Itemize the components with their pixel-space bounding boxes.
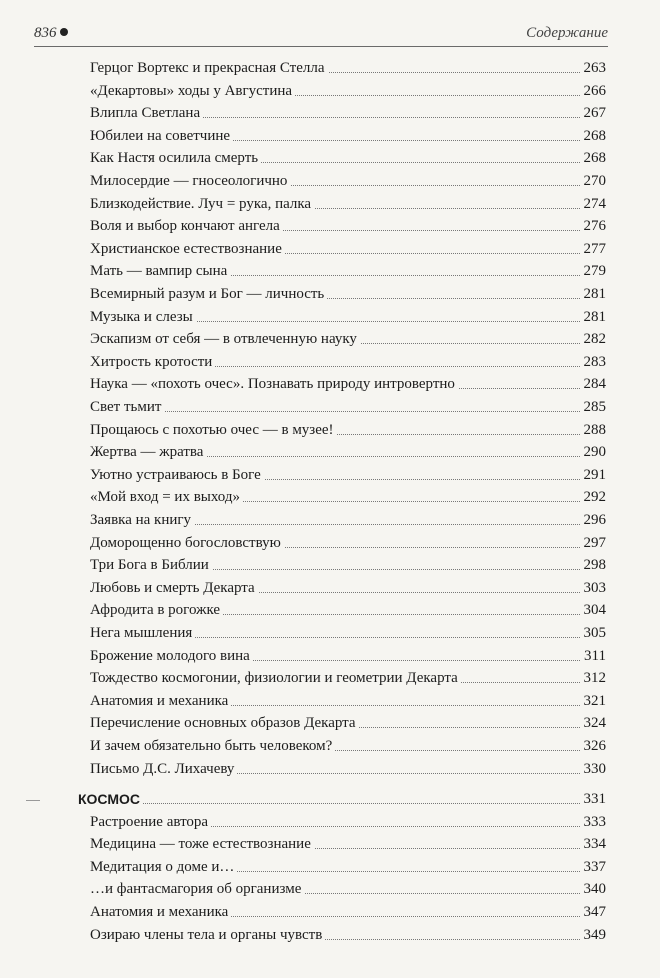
toc-entry — [90, 879, 606, 899]
toc-entry-page: 330 — [581, 759, 607, 779]
toc-entry-title: Близкодействие. Луч = рука, палка — [90, 194, 314, 214]
toc-entry-title: Заявка на книгу — [90, 510, 194, 530]
toc-entry-page: 347 — [581, 902, 607, 922]
toc-entry — [90, 759, 606, 779]
toc-entry-title: Письмо Д.С. Лихачеву — [90, 759, 237, 779]
toc-entry-title: Медицина — тоже естествознание — [90, 834, 314, 854]
toc-entry-page: 334 — [581, 834, 607, 854]
toc-entry-title: Анатомия и механика — [90, 902, 231, 922]
toc-entry-title: Всемирный разум и Бог — личность — [90, 284, 327, 304]
toc-entry-page: 296 — [581, 510, 607, 530]
toc-entry — [90, 216, 606, 236]
toc-entry-title: Свет тьмит — [90, 397, 164, 417]
toc-entry-title: Мать — вампир сына — [90, 261, 230, 281]
toc-entry-page: 290 — [581, 442, 607, 462]
toc-entry — [90, 857, 606, 877]
toc-entry-page: 321 — [581, 691, 607, 711]
toc-entry — [90, 352, 606, 372]
toc-entry-page: 303 — [581, 578, 607, 598]
toc-entry-title: …и фантасмагория об организме — [90, 879, 304, 899]
toc-entry — [90, 834, 606, 854]
toc-entry-page: 276 — [581, 216, 607, 236]
toc-entry — [90, 578, 606, 598]
toc-entry — [90, 812, 606, 832]
toc-entry-title: Афродита в рогожке — [90, 600, 223, 620]
toc-entry-page: 298 — [581, 555, 607, 575]
toc-entry — [90, 148, 606, 168]
toc-entry-title: Жертва — жратва — [90, 442, 206, 462]
toc-entry-page: 268 — [581, 148, 607, 168]
toc-entry-title: Нега мышления — [90, 623, 195, 643]
toc-entry — [90, 646, 606, 666]
dot-leader — [78, 803, 606, 804]
toc-entry-page: 326 — [581, 736, 607, 756]
toc-entry — [90, 623, 606, 643]
toc-entry-page: 304 — [581, 600, 607, 620]
toc-entry — [90, 668, 606, 688]
toc-entry-title: Музыка и слезы — [90, 307, 196, 327]
toc-entry — [90, 600, 606, 620]
toc-entry — [90, 533, 606, 553]
toc-entry — [90, 713, 606, 733]
toc-entry-title: Тождество космогонии, физиологии и геометрии Декарта — [90, 668, 461, 688]
toc-entry — [90, 329, 606, 349]
toc-entry-title: Перечисление основных образов Декарта — [90, 713, 359, 733]
toc-entry — [90, 555, 606, 575]
page-header — [34, 24, 608, 47]
toc-entry-title: Наука — «похоть очес». Познавать природу интровертно — [90, 374, 458, 394]
toc-entry — [90, 171, 606, 191]
toc-entry-title: «Декартовы» ходы у Августина — [90, 81, 295, 101]
toc-entry-page: 283 — [581, 352, 607, 372]
toc-entry-page: 312 — [581, 668, 607, 688]
toc-entry-page: 277 — [581, 239, 607, 259]
bullet-icon — [60, 28, 68, 36]
toc-entry-page: 349 — [581, 925, 607, 945]
toc-entry-title: Анатомия и механика — [90, 691, 231, 711]
toc-entry-page: 311 — [581, 646, 606, 666]
toc-entry-title: Воля и выбор кончают ангела — [90, 216, 283, 236]
toc-entry-title: Брожение молодого вина — [90, 646, 253, 666]
toc-entry — [90, 194, 606, 214]
toc-entry-page: 284 — [581, 374, 607, 394]
toc-entry-title: Прощаюсь с похотью очес — в музее! — [90, 420, 337, 440]
toc-entry-page: 292 — [581, 487, 607, 507]
toc-entry-page: 279 — [581, 261, 607, 281]
page-number-label: 836 — [34, 25, 68, 42]
toc-entry — [90, 902, 606, 922]
toc-entry-title: Юбилеи на советчине — [90, 126, 233, 146]
toc-section-heading — [78, 789, 606, 809]
toc-entry — [90, 465, 606, 485]
toc-entry — [90, 397, 606, 417]
toc-entry-title: Медитация о доме и… — [90, 857, 237, 877]
toc-entry — [90, 420, 606, 440]
toc-entry — [90, 239, 606, 259]
toc-entry-title: Доморощенно богословствую — [90, 533, 284, 553]
toc-entry-page: 268 — [581, 126, 607, 146]
toc-entry-title: Растроение автора — [90, 812, 211, 832]
toc-entry-page: 305 — [581, 623, 607, 643]
toc-entry — [90, 691, 606, 711]
toc-entry-page: 340 — [581, 879, 607, 899]
toc-entry-title: Герцог Вортекс и прекрасная Стелла — [90, 58, 328, 78]
running-head: Содержание — [526, 25, 608, 41]
toc-entry-page: 266 — [581, 81, 607, 101]
toc-entry-title: Христианское естествознание — [90, 239, 285, 259]
toc-entry — [90, 307, 606, 327]
toc-entry — [90, 374, 606, 394]
toc-entry-title: Уютно устраиваюсь в Боге — [90, 465, 264, 485]
toc-entry — [90, 284, 606, 304]
toc-entry — [90, 58, 606, 78]
toc-entry-title: КОСМОС — [78, 789, 143, 809]
toc-entry-page: 263 — [581, 58, 607, 78]
toc-entry — [90, 261, 606, 281]
toc-entry-title: Хитрость кротости — [90, 352, 215, 372]
toc-entry — [90, 103, 606, 123]
toc-entry-title: Милосердие — гносеологично — [90, 171, 290, 191]
toc-entry-title: Озираю члены тела и органы чувств — [90, 925, 325, 945]
toc-entry — [90, 925, 606, 945]
toc-entry-page: 270 — [581, 171, 607, 191]
toc-entry-page: 288 — [581, 420, 607, 440]
toc-entry-page: 282 — [581, 329, 607, 349]
toc-entry — [90, 487, 606, 507]
toc-entry — [90, 510, 606, 530]
margin-mark — [26, 800, 40, 801]
toc-entry-title: Влипла Светлана — [90, 103, 203, 123]
toc-entry-title: Любовь и смерть Декарта — [90, 578, 258, 598]
toc-entry-page: 281 — [581, 284, 607, 304]
toc-entry-page: 267 — [581, 103, 607, 123]
toc-entry-page: 297 — [581, 533, 607, 553]
toc-entry-page: 331 — [581, 789, 607, 809]
toc-entry-page: 291 — [581, 465, 607, 485]
toc-entry-page: 324 — [581, 713, 607, 733]
toc-entry-title: Три Бога в Библии — [90, 555, 212, 575]
toc-entry-page: 333 — [581, 812, 607, 832]
toc-entry-page: 274 — [581, 194, 607, 214]
toc-entry — [90, 442, 606, 462]
toc-entry-title: «Мой вход = их выход» — [90, 487, 243, 507]
toc-entry-title: И зачем обязательно быть человеком? — [90, 736, 335, 756]
toc-entry — [90, 126, 606, 146]
dot-leader — [90, 411, 606, 412]
toc-entry-title: Эскапизм от себя — в отвлеченную науку — [90, 329, 360, 349]
toc-entry-page: 337 — [581, 857, 607, 877]
toc-entry-page: 285 — [581, 397, 607, 417]
toc-entry-title: Как Настя осилила смерть — [90, 148, 261, 168]
toc-entry — [90, 81, 606, 101]
toc-entry-page: 281 — [581, 307, 607, 327]
toc-entry — [90, 736, 606, 756]
